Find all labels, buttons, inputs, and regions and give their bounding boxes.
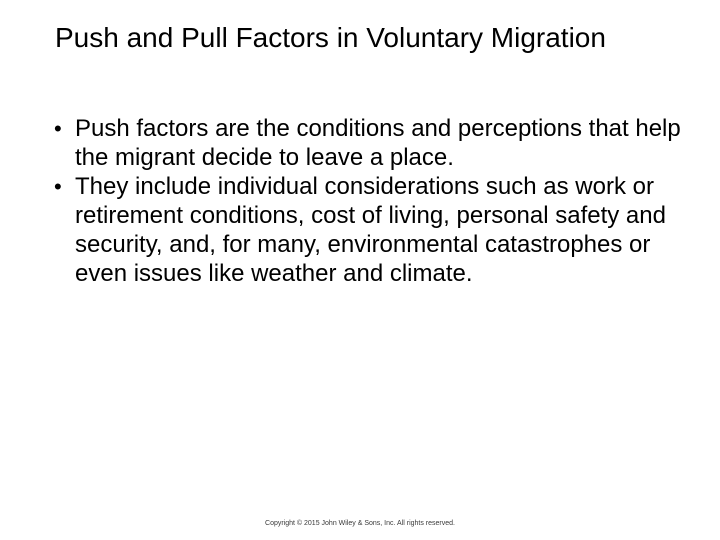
slide-title: Push and Pull Factors in Voluntary Migration <box>55 22 606 53</box>
bullet-item-considerations <box>47 172 687 288</box>
bullet-marker: • <box>54 116 62 141</box>
copyright-footer: Copyright © 2015 John Wiley & Sons, Inc. All rights reserved. <box>265 520 455 527</box>
bullet-text: They include individual considerations such as work or retirement conditions, cost of living, personal safety and security, and, for many, environmental catastrophes or even issues like weather and climate. <box>75 173 666 287</box>
bullet-bold-term: Push factors <box>75 115 209 142</box>
bullet-text: are the conditions and perceptions that help the migrant decide to leave a place. <box>75 115 681 171</box>
bullet-list <box>47 114 687 288</box>
bullet-item-push-factors <box>47 114 687 172</box>
bullet-marker: • <box>54 174 62 199</box>
